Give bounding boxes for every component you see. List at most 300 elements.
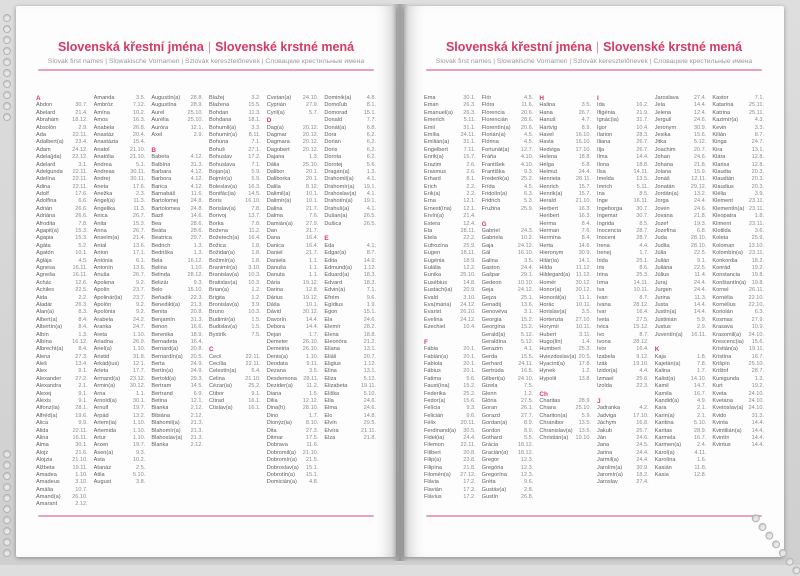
first-name: Bela [151, 257, 163, 264]
name-entry [655, 243, 707, 250]
name-day-date: 8.9. [524, 427, 534, 434]
header-rule [38, 69, 374, 71]
name-day-date: 2.12. [190, 442, 204, 449]
first-name: August [93, 479, 112, 486]
first-name: Judita [654, 242, 670, 249]
name-day-date: 13.5. [578, 427, 592, 434]
name-column [712, 95, 764, 511]
name-entry [424, 191, 476, 198]
first-name: Blahomil(a) [151, 420, 180, 427]
first-name: Kastor [712, 95, 729, 101]
name-day-date: 5.10. [132, 471, 146, 478]
first-name: Izmael [597, 375, 614, 382]
name-entry [324, 162, 376, 169]
first-name: Kasián [654, 464, 672, 471]
name-entry [94, 147, 146, 154]
name-entry [482, 479, 534, 486]
name-entry [655, 295, 707, 302]
first-name: Anastáz [93, 131, 114, 138]
name-entry [482, 428, 534, 435]
name-entry [424, 206, 476, 213]
name-day-date: 16.11. [72, 272, 88, 279]
name-day-date: 9.3. [524, 168, 534, 175]
name-entry [324, 147, 376, 154]
name-day-date: 20.7. [693, 146, 707, 153]
name-day-date: 5.6. [366, 161, 376, 168]
name-entry [539, 102, 591, 109]
first-name: Eugen [424, 250, 441, 257]
name-day-date: 11.6. [521, 102, 534, 109]
first-name: Justinián [654, 316, 677, 323]
first-name: Félix [424, 420, 436, 427]
name-entry [712, 339, 764, 346]
name-entry [482, 420, 534, 427]
first-name: Františka [481, 168, 505, 175]
name-entry [209, 235, 261, 242]
name-day-date: 23.11. [748, 205, 764, 212]
first-name: Horác [539, 301, 555, 308]
first-name: Dobrotín(a) [266, 471, 295, 478]
first-name: Cyprián [266, 102, 286, 109]
name-day-date: 16.11. [633, 198, 649, 205]
name-day-date: 25.10. [302, 161, 319, 168]
name-day-date: 30.5. [463, 427, 476, 434]
first-name: Dušan(a) [324, 213, 348, 220]
first-name: Alma [36, 442, 49, 449]
name-day-date: 16.11. [72, 434, 88, 441]
first-name: Klementín(a) [712, 205, 745, 212]
name-entry [209, 324, 261, 331]
name-day-date: 12.1. [190, 124, 204, 131]
first-name: Kvintín [712, 434, 730, 441]
first-name: Jesika [654, 131, 671, 138]
name-entry [655, 221, 707, 228]
name-entry [36, 206, 88, 213]
name-day-date: 19.11. [72, 464, 88, 471]
first-name: Katarína [712, 102, 734, 109]
name-entry [424, 361, 476, 368]
name-entry [209, 228, 261, 235]
first-name: Jaromír(a) [597, 471, 623, 478]
first-name: Evarist [424, 309, 442, 316]
name-day-date: 1.2. [251, 287, 261, 294]
name-entry [597, 132, 649, 139]
first-name: Erhard [424, 176, 441, 183]
first-name: Fábia [424, 346, 438, 353]
first-name: Filip(a) [424, 457, 442, 464]
name-day-date: 1.1. [309, 272, 319, 279]
name-day-date: 8.1. [366, 102, 376, 109]
first-name: Dávid [266, 309, 281, 316]
name-day-date: 20.3. [751, 176, 764, 183]
first-name: Ella [324, 398, 334, 405]
first-name: Kleopatra [712, 213, 737, 220]
name-day-date: 24.5. [636, 442, 649, 449]
name-entry [655, 465, 707, 472]
name-day-date: 21.2. [363, 338, 376, 345]
name-entry [424, 324, 476, 331]
name-entry [94, 250, 146, 257]
first-name: Auróra [151, 124, 169, 131]
name-entry [424, 250, 476, 257]
first-name: Adelgunda [36, 168, 63, 175]
first-name: Antal [93, 242, 107, 249]
name-day-date: 10.2. [132, 457, 146, 464]
name-entry [712, 235, 764, 242]
first-name: Alexej [36, 390, 52, 397]
name-day-date: 13.6. [132, 264, 146, 271]
name-day-date: 16.4. [636, 346, 649, 353]
name-day-date: 15.9. [693, 168, 707, 175]
name-day-date: 3.10. [75, 479, 88, 486]
name-entry [324, 346, 376, 353]
name-entry [36, 494, 88, 501]
first-name: Henrik(a) [539, 191, 563, 198]
first-name: Kolombín(a) [712, 250, 743, 257]
first-name: Jakub [597, 427, 612, 434]
name-entry [482, 250, 534, 257]
name-entry [267, 206, 319, 213]
first-name: Gaja [481, 242, 494, 249]
name-day-date: 19.1. [363, 183, 376, 190]
first-name: Drahomír(a) [324, 183, 355, 190]
first-name: Blažej [209, 95, 225, 101]
first-name: Iva [597, 287, 605, 294]
name-day-date: 1.8. [697, 353, 707, 360]
first-name: Anastázia [93, 139, 119, 146]
letter-header: Ch [539, 390, 548, 398]
name-day-date: 4.5. [524, 183, 534, 190]
name-day-date: 24.6. [693, 205, 707, 212]
name-entry [482, 147, 534, 154]
name-entry [324, 324, 376, 331]
name-day-date: 4.1. [366, 191, 376, 198]
name-day-date: 27.5. [636, 316, 649, 323]
name-day-date: 1.1. [136, 390, 146, 397]
first-name: Darina [266, 287, 284, 294]
name-entry [94, 154, 146, 161]
first-name: Chiara [539, 405, 556, 412]
first-name: Dino [266, 412, 279, 419]
first-name: Babeta [151, 154, 170, 161]
name-entry [539, 295, 591, 302]
first-name: Eustach(ia) [424, 287, 453, 294]
name-entry [36, 413, 88, 420]
name-entry [712, 280, 764, 287]
name-day-date: 28.2. [363, 324, 376, 331]
first-name: Dária [266, 279, 281, 286]
name-entry [267, 147, 319, 154]
name-entry [712, 295, 764, 302]
first-name: Božimír(a) [209, 257, 235, 264]
name-day-date: 21.3. [190, 301, 204, 308]
name-entry [151, 391, 203, 398]
name-entry [324, 361, 376, 368]
title-slovak: Slovenské krstné mená [603, 40, 743, 54]
name-day-date: 4.2. [639, 405, 649, 412]
first-name: Absolón [36, 124, 57, 131]
name-entry [209, 117, 261, 124]
name-entry [597, 361, 649, 368]
name-entry [482, 154, 534, 161]
first-name: Adalbert(a) [36, 139, 64, 146]
name-entry [482, 324, 534, 331]
name-entry [712, 317, 764, 324]
name-entry [209, 191, 261, 198]
name-day-date: 11.3. [133, 198, 146, 205]
name-day-date: 27.2. [75, 375, 88, 382]
letter-header: K [654, 346, 660, 354]
name-entry [267, 287, 319, 294]
first-name: Júlia [654, 250, 667, 257]
name-day-date: 15.7. [578, 191, 592, 198]
name-entry [209, 383, 261, 390]
name-day-date: 12.1. [190, 398, 204, 405]
name-day-date: 19.1. [363, 198, 376, 205]
name-day-date: 30.12. [575, 287, 592, 294]
name-day-date: 3.3. [251, 124, 261, 131]
name-day-date: 28.12. [187, 272, 204, 279]
name-day-date: 21.8. [693, 161, 707, 168]
first-name: Dorotej [324, 161, 343, 168]
first-name: Klarisa [712, 161, 730, 168]
first-name: Ela [324, 316, 333, 323]
name-entry [209, 198, 261, 205]
name-entry [655, 442, 707, 449]
name-entry [267, 420, 319, 427]
name-day-date: 23.4. [75, 139, 88, 146]
first-name: Jurina [654, 294, 670, 301]
name-entry [267, 309, 319, 316]
name-day-date: 20.12. [302, 146, 319, 153]
name-entry [482, 125, 534, 132]
name-day-date: 28.6. [190, 228, 204, 235]
name-entry [94, 295, 146, 302]
name-entry [482, 110, 534, 117]
name-day-date: 14.4. [693, 309, 707, 316]
name-entry [655, 198, 707, 205]
first-name: Fortunát(a) [481, 146, 510, 153]
name-day-date: 24.10. [302, 95, 319, 101]
name-entry [424, 258, 476, 265]
name-entry [539, 235, 591, 242]
name-day-date: 16.10. [575, 131, 592, 138]
first-name: Bratislav(a) [209, 279, 238, 286]
name-day-date: 16.12. [187, 257, 204, 264]
name-day-date: 5.8. [581, 161, 592, 168]
name-day-date: 24.4. [693, 279, 707, 286]
name-entry [209, 184, 261, 191]
name-entry [597, 102, 649, 109]
name-day-date: 14.8. [463, 279, 476, 286]
name-entry [655, 472, 707, 479]
name-entry [94, 428, 146, 435]
name-day-date: 2.1. [78, 383, 88, 390]
name-entry [36, 332, 88, 339]
name-entry [539, 191, 591, 198]
name-day-date: 20.1. [463, 353, 476, 360]
first-name: Adrián [36, 205, 53, 212]
name-entry [655, 176, 707, 183]
name-day-date: 16.10. [517, 250, 534, 257]
name-day-date: 6.6. [78, 198, 88, 205]
name-column [151, 95, 203, 511]
name-entry [94, 169, 146, 176]
name-entry [539, 117, 591, 124]
name-day-date: 10.4. [636, 124, 649, 131]
name-day-date: 18.9. [190, 331, 204, 338]
name-day-date: 28.6. [520, 117, 534, 124]
name-entry [597, 169, 649, 176]
first-name: Antonín [93, 264, 113, 271]
name-day-date: 29.7. [190, 235, 204, 242]
name-entry [712, 191, 764, 198]
name-entry [482, 191, 534, 198]
name-day-date: 26.7. [132, 213, 146, 220]
name-day-date: 16.4. [305, 242, 319, 249]
name-entry [712, 435, 764, 442]
first-name: Arabela [93, 316, 113, 323]
name-day-date: 13.1. [751, 146, 764, 153]
name-entry [539, 346, 591, 353]
first-name: Bea [151, 220, 162, 227]
name-entry [712, 354, 764, 361]
name-entry [539, 184, 591, 191]
name-day-date: 4.1. [366, 205, 376, 212]
first-name: Dárius [266, 294, 283, 301]
first-name: Bianka [151, 405, 169, 412]
name-day-date: 17.6. [75, 191, 88, 198]
name-entry [209, 391, 261, 398]
first-name: Adam [36, 146, 51, 153]
first-name: Armin(a) [93, 383, 116, 390]
first-name: Dag(a) [266, 124, 284, 131]
first-name: Alica [36, 420, 49, 427]
name-day-date: 12.8. [305, 287, 319, 294]
name-entry [539, 398, 591, 405]
name-day-date: 30.12. [575, 279, 592, 286]
first-name: Emília [424, 131, 440, 138]
name-entry [655, 383, 707, 390]
name-day-date: 26.6. [75, 205, 88, 212]
first-name: Andrea [93, 161, 112, 168]
name-day-date: 25.1. [636, 257, 649, 264]
name-day-date: 28.11. [460, 228, 476, 235]
first-name: Ján [597, 434, 607, 441]
name-day-date: 1.10. [132, 331, 146, 338]
name-day-date: 9.2. [136, 301, 146, 308]
first-name: Branislav(a) [209, 272, 239, 279]
first-name: Joven [654, 205, 670, 212]
name-entry [324, 206, 376, 213]
first-name: Bronislav(a) [209, 301, 239, 308]
name-day-date: 8.9. [524, 420, 534, 427]
name-day-date: 3.2. [251, 95, 261, 101]
name-day-date: 10.11. [575, 301, 592, 308]
name-day-date: 24.12. [517, 242, 534, 249]
name-entry [655, 376, 707, 383]
name-entry [151, 235, 203, 242]
name-day-date: 8.6. [639, 264, 649, 271]
first-name: Alexandra [36, 383, 62, 390]
name-day-date: 2.4. [697, 442, 707, 449]
first-name: Erna [424, 198, 436, 205]
name-day-date: 1.10. [305, 353, 319, 360]
name-day-date: 1.2. [251, 294, 261, 301]
first-name: Elvín [324, 420, 337, 427]
first-name: Kalist(a) [654, 375, 676, 382]
page-header [16, 6, 396, 71]
name-entry [539, 169, 591, 176]
name-entry [36, 391, 88, 398]
first-name: Hartvig [539, 124, 558, 131]
first-name: Hortenzia [539, 316, 564, 323]
name-day-date: 30.11. [130, 168, 146, 175]
name-day-date: 29.12. [690, 183, 707, 190]
name-entry [324, 125, 376, 132]
first-name: Hildegard(a) [539, 272, 571, 279]
name-day-date: 22.11. [72, 183, 88, 190]
name-entry [712, 132, 764, 139]
name-day-date: 24.4. [578, 168, 592, 175]
name-entry [655, 147, 707, 154]
letter-header: H [539, 95, 544, 102]
name-entry [539, 324, 591, 331]
name-entry [94, 361, 146, 368]
first-name: Kvetoslav(a) [712, 405, 744, 412]
name-entry [324, 302, 376, 309]
first-name: Brigita [209, 294, 225, 301]
name-day-date: 1.5. [251, 316, 261, 323]
name-entry [151, 221, 203, 228]
name-day-date: 1.1. [309, 257, 319, 264]
name-entry [482, 354, 534, 361]
first-name: Dilia [266, 398, 278, 405]
first-name: Konštantín(a) [712, 279, 746, 286]
name-entry [267, 450, 319, 457]
name-entry [94, 198, 146, 205]
name-day-date: 20.7. [363, 353, 376, 360]
name-entry [94, 435, 146, 442]
name-entry [151, 117, 203, 124]
first-name: Bohuš [209, 146, 225, 153]
name-day-date: 29.1. [520, 272, 534, 279]
name-entry [539, 405, 591, 412]
name-day-date: 11.2. [248, 228, 261, 235]
name-day-date: 8.4. [581, 220, 592, 227]
name-day-date: 11.6. [190, 191, 204, 198]
first-name: Amarant [36, 501, 58, 508]
first-name: Jadviga [597, 412, 617, 419]
name-day-date: 10.2. [520, 235, 534, 242]
name-entry [94, 309, 146, 316]
first-name: Barbora [151, 176, 172, 183]
name-entry [712, 287, 764, 294]
name-entry [324, 413, 376, 420]
name-day-date: 12.12. [302, 398, 319, 405]
name-day-date: 2.6. [466, 168, 476, 175]
name-entry [655, 169, 707, 176]
name-day-date: 20.5. [578, 353, 592, 360]
name-day-date: 10.9. [751, 324, 764, 331]
name-day-date: 20.1. [463, 368, 476, 375]
first-name: Dušica [324, 220, 342, 227]
name-day-date: 18.8. [636, 161, 649, 168]
name-entry [424, 95, 476, 102]
name-day-date: 13.7. [248, 213, 261, 220]
first-name: Anton [93, 250, 109, 257]
first-name: Daniel [266, 250, 283, 257]
